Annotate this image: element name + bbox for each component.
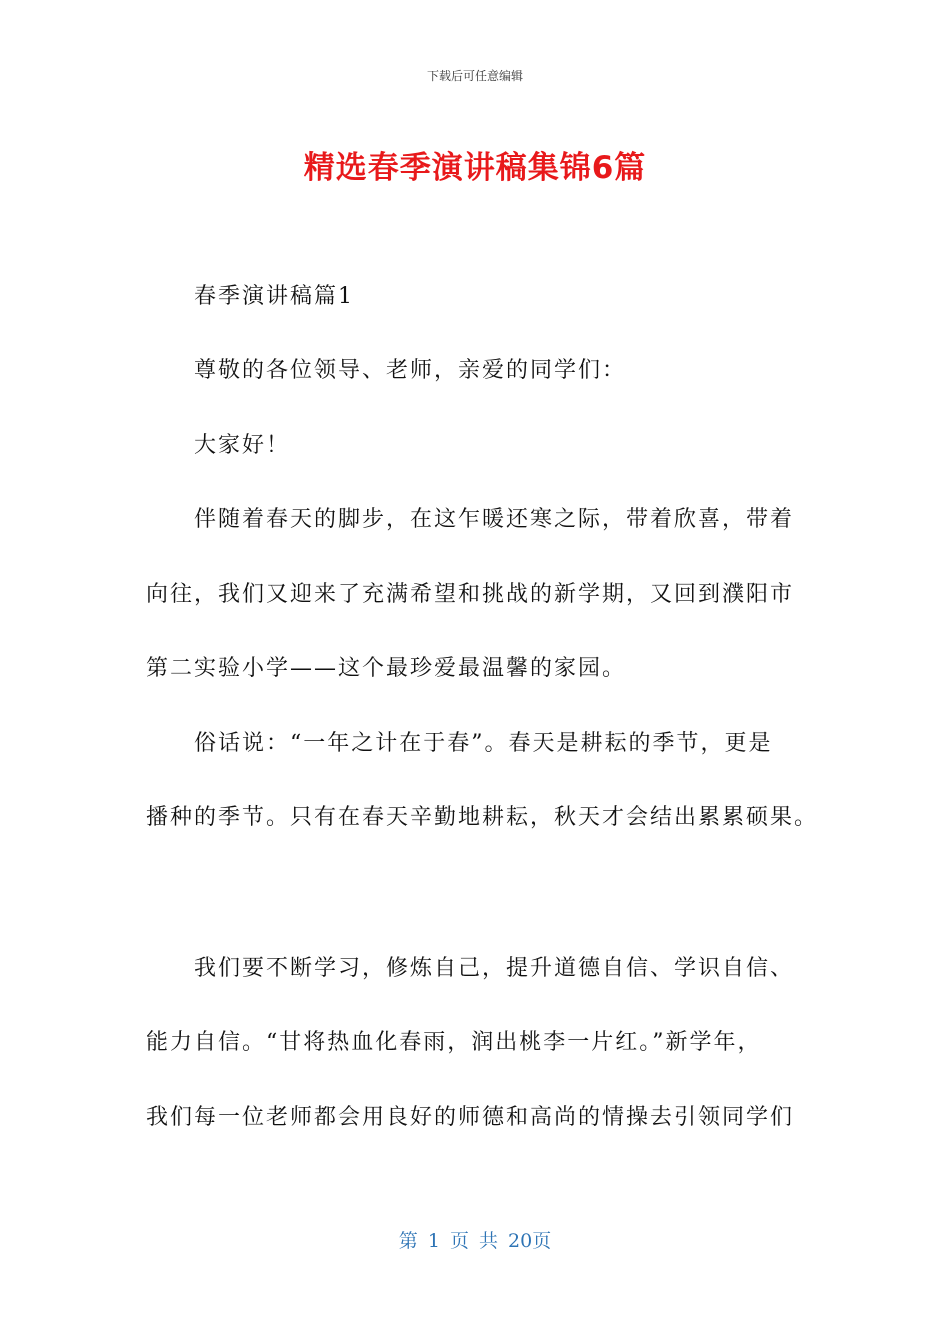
paragraph-line: 播种的季节。只有在春天辛勤地耕耘，秋天才会结出累累硕果。 — [146, 805, 819, 830]
paragraph-line: 能力自信。“甘将热血化春雨，润出桃李一片红。”新学年， — [146, 1030, 762, 1055]
document-title: 精选春季演讲稿集锦6篇 — [303, 150, 647, 186]
paragraph-line: 我们要不断学习，修炼自己，提升道德自信、学识自信、 — [194, 956, 795, 981]
paragraph-line: 伴随着春天的脚步，在这乍暖还寒之际，带着欣喜，带着 — [194, 507, 795, 532]
header-note: 下载后可任意编辑 — [426, 69, 523, 83]
paragraph-line: 俗话说：“一年之计在于春”。春天是耕耘的季节，更是 — [194, 731, 773, 756]
paragraph-line: 我们每一位老师都会用良好的师德和高尚的情操去引领同学们 — [146, 1105, 795, 1130]
section-heading: 春季演讲稿篇1 — [194, 284, 354, 309]
greeting: 大家好！ — [194, 433, 291, 458]
salutation: 尊敬的各位领导、老师，亲爱的同学们： — [194, 358, 627, 383]
page-indicator: 第 1 页 共 20页 — [398, 1230, 552, 1252]
paragraph-line: 向往，我们又迎来了充满希望和挑战的新学期，又回到濮阳市 — [146, 582, 795, 607]
paragraph-line: 第二实验小学——这个最珍爱最温馨的家园。 — [146, 656, 627, 681]
